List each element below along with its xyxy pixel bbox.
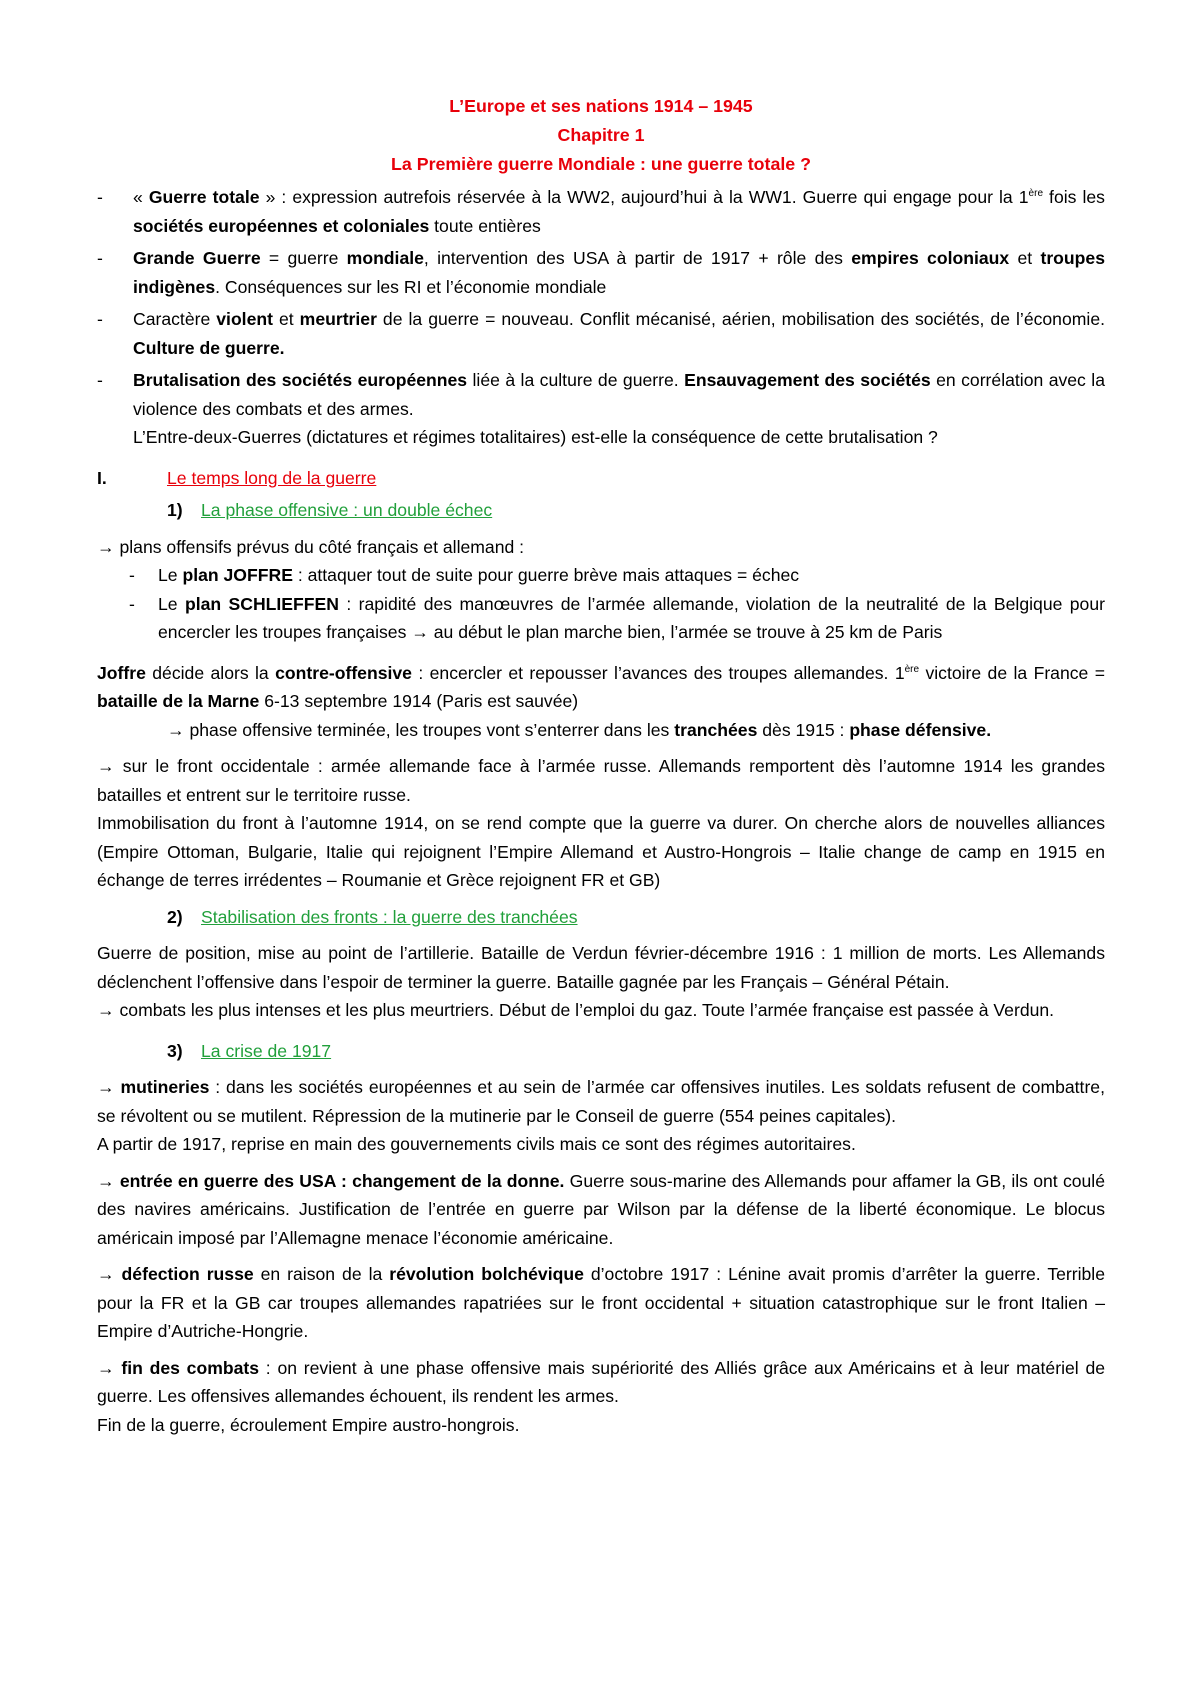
subsection-heading-2 <box>97 903 1105 932</box>
intro-item-1: - « Guerre totale » : expression autrefois réservée à la WW2, aujourd’hui à la WW1. Guerre qui engage pour la 1ère fois les sociétés européennes et coloniales toute entières <box>97 183 1105 240</box>
fin-guerre-paragraph: Fin de la guerre, écroulement Empire austro-hongrois. <box>97 1414 520 1435</box>
document-title <box>97 92 1105 179</box>
fin-paragraph: → fin des combats : on revient à une phase offensive mais supériorité des Alliés grâce aux Américains et à leur matériel de guerre. Les offensives allemandes échouent, ils rendent les armes. <box>97 1357 1106 1406</box>
subsection-title: La phase offensive : un double échec <box>201 500 493 520</box>
arrow-icon: → <box>97 1077 115 1097</box>
usa-paragraph: → entrée en guerre des USA : changement de la donne. Guerre sous-marine des Allemands pour affamer la GB, ils ont coulé des navires américains. Justification de l’entrée en guerre par Wilson par la défense de la liberté économique. Le blocus américain imposé par l’Allemagne menace l’économie américaine. <box>97 1170 1106 1248</box>
plans-intro: → plans offensifs prévus du côté français et allemand : <box>97 536 525 557</box>
intro-item-3: - Caractère violent et meurtrier de la guerre = nouveau. Conflit mécanisé, aérien, mobilisation des sociétés, de l’économie. Culture de guerre. <box>97 305 1105 362</box>
plan-schlieffen-item: - Le plan SCHLIEFFEN : rapidité des manœuvres de l’armée allemande, violation de la neutralité de la Belgique pour encercler les troupes françaises → au début le plan marche bien, l’armée se trouve à 25 km de Paris <box>127 590 1105 647</box>
arrow-icon: → <box>97 1170 115 1191</box>
front-paragraph: → sur le front occidentale : armée allemande face à l’armée russe. Allemands remportent dès l’automne 1914 les grandes batailles et entrent sur le territoire russe. <box>97 756 1105 805</box>
plan-joffre-item: - Le plan JOFFRE : attaquer tout de suite pour guerre brève mais attaques = échec <box>127 561 1105 590</box>
subsection-heading-3 <box>97 1037 1105 1066</box>
position-paragraph: Guerre de position, mise au point de l’artillerie. Bataille de Verdun février-décembre 1916 : 1 million de morts. Les Allemands déclenchent l’offensive dans l’espoir de terminer la guerre. Bataille gagnée par les Français – Général Pétain. <box>97 943 1105 992</box>
intro-item-2: - Grande Guerre = guerre mondiale, intervention des USA à partir de 1917 + rôle des empires coloniaux et troupes indigènes. Conséquences sur les RI et l’économie mondiale <box>97 244 1105 301</box>
section-number: I. <box>97 467 107 488</box>
section-heading-1 <box>97 464 1105 493</box>
arrow-icon: → <box>97 1264 115 1284</box>
joffre-paragraph: Joffre décide alors la contre-offensive : encercler et repousser l’avances des troupes allemandes. 1ère victoire de la France = bataille de la Marne 6-13 septembre 1914 (Paris est sauvée) <box>97 662 1105 711</box>
arrow-icon: → <box>97 1357 115 1378</box>
subsection-heading-1 <box>97 496 1105 525</box>
arrow-icon: → <box>97 1000 115 1020</box>
subsection-title: Stabilisation des fronts : la guerre des tranchées <box>201 906 578 927</box>
mutineries-paragraph: → mutineries : dans les sociétés européennes et au sein de l’armée car offensives inutiles. Les soldats refusent de combattre, se révoltent ou se mutilent. Répression de la mutinerie par le Conseil de guerre (554 peines capitales). <box>97 1077 1105 1126</box>
section-title: Le temps long de la guerre <box>167 467 377 488</box>
arrow-icon: → <box>97 536 115 557</box>
subsection-number: 1) <box>167 500 183 520</box>
subsection-title: La crise de 1917 <box>201 1040 332 1061</box>
subsection-number: 2) <box>167 906 183 927</box>
regimes-paragraph: A partir de 1917, reprise en main des gouvernements civils mais ce sont des régimes autoritaires. <box>97 1134 856 1154</box>
russe-paragraph: → défection russe en raison de la révolution bolchévique d’octobre 1917 : Lénine avait promis d’arrêter la guerre. Terrible pour la FR et la GB car troupes allemandes rapatriées sur le front occidental + situation catastrophique sur le front Italien – Empire d’Autriche-Hongrie. <box>97 1264 1106 1341</box>
arrow-icon: → <box>97 756 115 776</box>
title-line-1: L’Europe et ses nations 1914 – 1945 <box>449 96 753 116</box>
phase-paragraph: → phase offensive terminée, les troupes vont s’enterrer dans les tranchées dès 1915 : phase défensive. <box>167 719 992 740</box>
combats-paragraph: → combats les plus intenses et les plus meurtriers. Début de l’emploi du gaz. Toute l’armée française est passée à Verdun. <box>97 1000 1055 1020</box>
arrow-icon: → <box>411 622 429 642</box>
plans-list <box>97 561 1105 647</box>
title-line-3: La Première guerre Mondiale : une guerre totale ? <box>391 154 811 174</box>
intro-item-4: - Brutalisation des sociétés européennes liée à la culture de guerre. Ensauvagement des sociétés en corrélation avec la violence des combats et des armes. L’Entre-deux-Guerres (dictatures et régimes totalitaires) est-elle la conséquence de cette brutalisation ? <box>97 366 1105 452</box>
subsection-number: 3) <box>167 1040 183 1061</box>
title-line-2: Chapitre 1 <box>557 125 645 145</box>
intro-list <box>97 183 1105 452</box>
arrow-icon: → <box>167 719 185 740</box>
immobilisation-paragraph: Immobilisation du front à l’automne 1914, on se rend compte que la guerre va durer. On cherche alors de nouvelles alliances (Empire Ottoman, Bulgarie, Italie qui rejoignent l’Empire Allemand et Austro-Hongrois – Italie change de camp en 1915 en échange de terres irrédentes – Roumanie et Grèce rejoignent FR et GB) <box>97 813 1105 890</box>
